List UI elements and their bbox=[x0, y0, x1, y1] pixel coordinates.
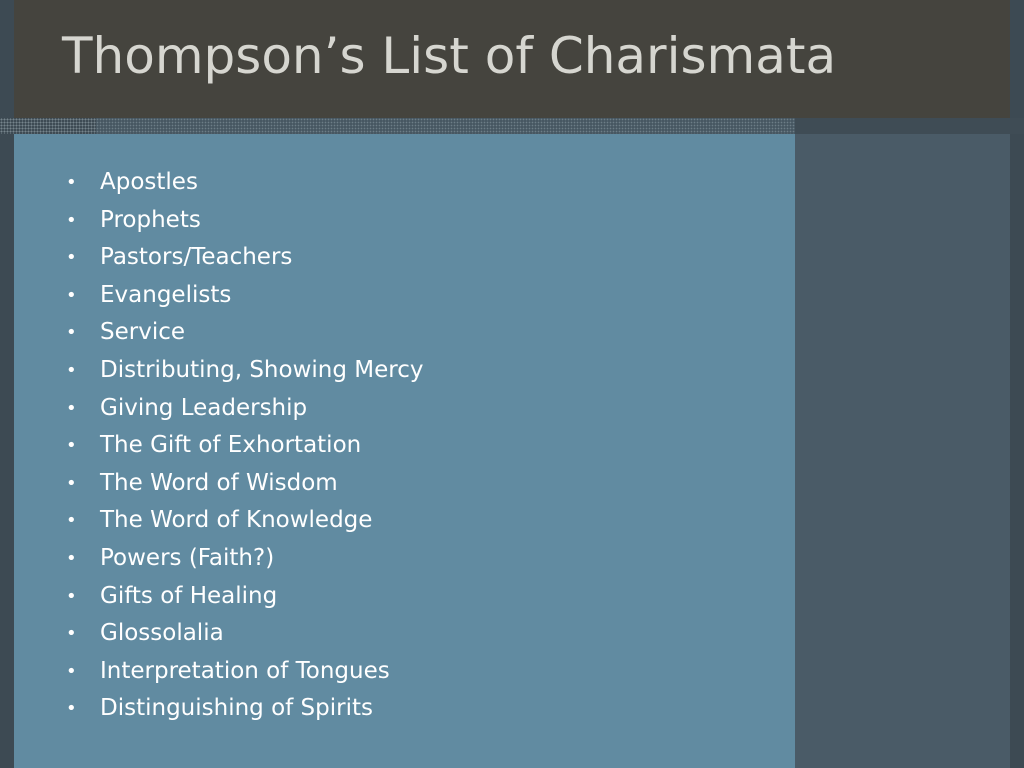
bullet-item bbox=[62, 502, 423, 540]
decorative-stripe-middle bbox=[96, 118, 795, 134]
bullet-item bbox=[62, 277, 423, 315]
side-panel bbox=[795, 134, 1010, 768]
slide-left-edge bbox=[0, 0, 14, 768]
bullet-text: The Gift of Exhortation bbox=[100, 432, 362, 459]
bullet-item bbox=[62, 427, 423, 465]
bullet-text: Distinguishing of Spirits bbox=[100, 695, 373, 722]
bullet-item bbox=[62, 615, 423, 653]
bullet-dot-icon: • bbox=[66, 209, 77, 231]
decorative-stripe-left bbox=[0, 118, 96, 134]
slide-right-edge bbox=[1010, 0, 1024, 768]
bullet-text: Distributing, Showing Mercy bbox=[100, 356, 424, 383]
bullet-dot-icon: • bbox=[66, 660, 77, 682]
bullet-text: Service bbox=[100, 319, 186, 346]
bullet-item bbox=[62, 202, 423, 240]
bullet-item bbox=[62, 690, 423, 728]
bullet-text: Apostles bbox=[100, 169, 198, 195]
bullet-item bbox=[62, 653, 423, 691]
bullet-dot-icon: • bbox=[66, 472, 77, 494]
bullet-text: Giving Leadership bbox=[100, 394, 308, 421]
bullet-dot-icon: • bbox=[66, 172, 77, 193]
bullet-item bbox=[62, 314, 423, 352]
bullet-text: Prophets bbox=[100, 206, 201, 233]
bullet-item bbox=[62, 352, 423, 390]
decorative-stripe-right bbox=[795, 118, 1024, 134]
bullet-dot-icon: • bbox=[66, 359, 77, 381]
bullet-dot-icon: • bbox=[66, 322, 77, 344]
bullet-dot-icon: • bbox=[66, 623, 77, 645]
bullet-dot-icon: • bbox=[66, 698, 77, 720]
bullet-dot-icon: • bbox=[66, 435, 77, 457]
bullet-dot-icon: • bbox=[66, 284, 77, 306]
bullet-dot-icon: • bbox=[66, 585, 77, 607]
bullet-text: Glossolalia bbox=[100, 620, 224, 647]
bullet-item bbox=[62, 465, 423, 503]
bullet-dot-icon: • bbox=[66, 547, 77, 569]
slide-title: Thompson’s List of Charismata bbox=[62, 27, 837, 85]
bullet-dot-icon: • bbox=[66, 397, 77, 419]
bullet-item bbox=[62, 239, 423, 277]
bullet-text: Powers (Faith?) bbox=[100, 544, 275, 571]
bullet-text: Pastors/Teachers bbox=[100, 244, 293, 271]
bullet-list bbox=[62, 164, 423, 728]
bullet-text: Evangelists bbox=[100, 281, 232, 308]
bullet-dot-icon: • bbox=[66, 247, 77, 269]
bullet-item bbox=[62, 390, 423, 428]
bullet-text: The Word of Wisdom bbox=[100, 469, 338, 496]
bullet-text: Gifts of Healing bbox=[100, 582, 278, 609]
bullet-item bbox=[62, 578, 423, 616]
bullet-text: The Word of Knowledge bbox=[100, 507, 373, 534]
bullet-text: Interpretation of Tongues bbox=[100, 657, 390, 684]
bullet-item bbox=[62, 164, 423, 202]
bullet-dot-icon: • bbox=[66, 510, 77, 532]
bullet-item bbox=[62, 540, 423, 578]
